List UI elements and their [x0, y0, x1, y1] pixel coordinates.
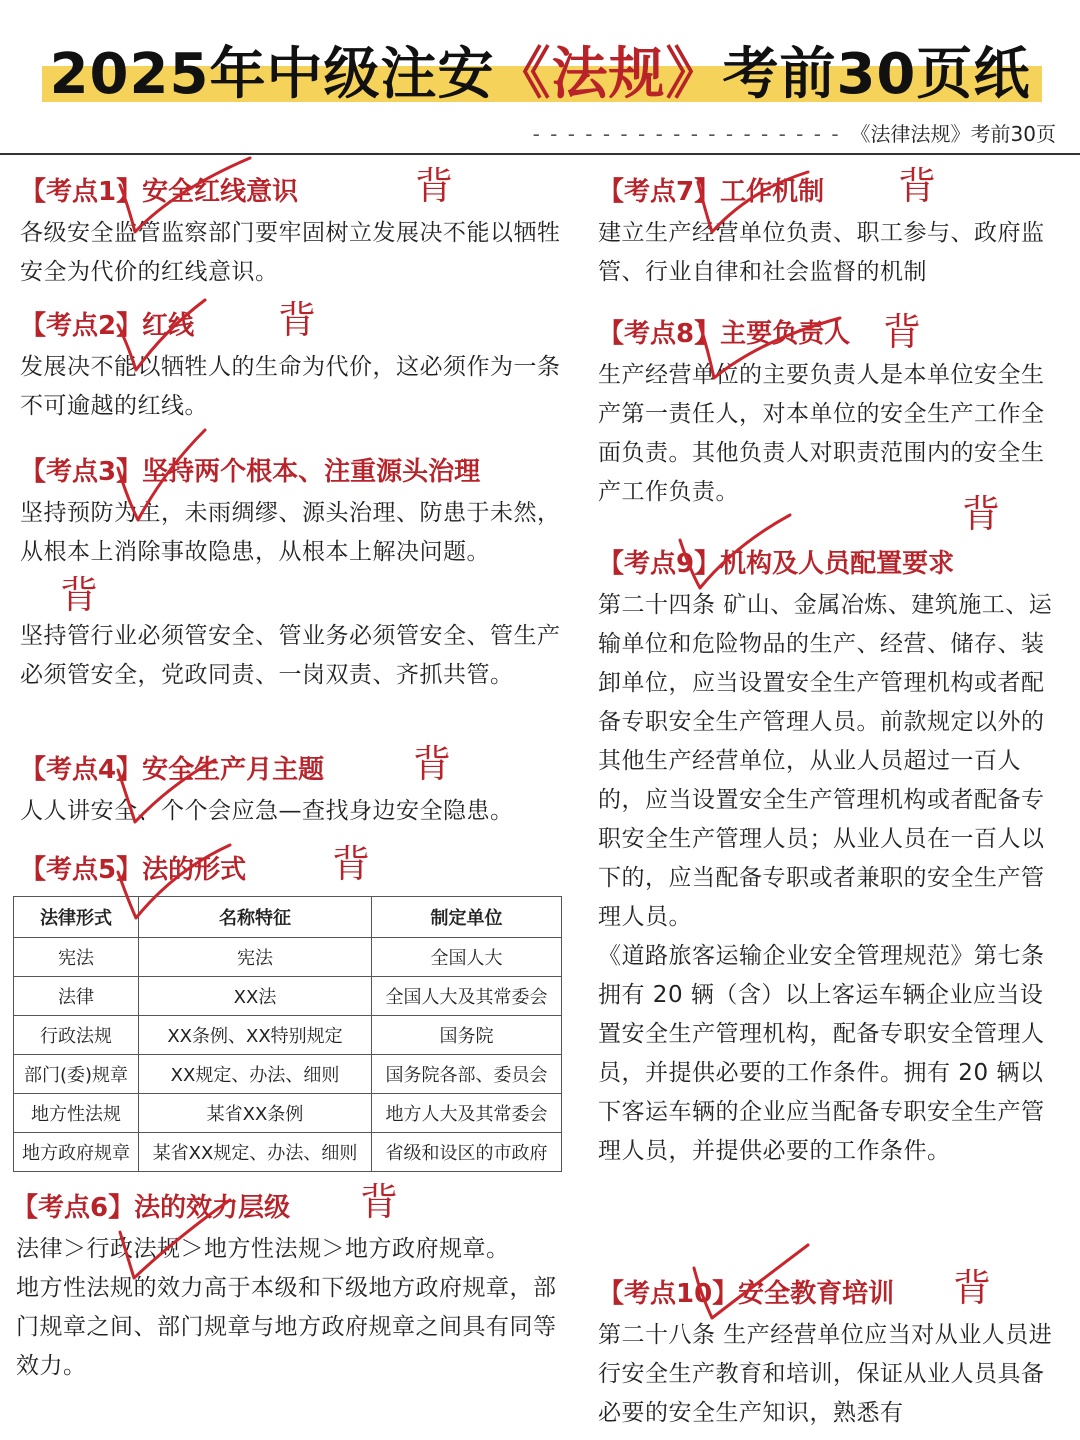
memorize-mark: 背 — [413, 742, 452, 786]
table-cell: 地方人大及其常委会 — [372, 1094, 562, 1133]
section-text: 第二十八条 生产经营单位应当对从业人员进行安全生产教育和培训，保证从业人员具备必要的安全生产知识，熟悉有 — [598, 1322, 1053, 1426]
section-text: 法律＞行政法规＞地方性法规＞地方政府规章。 地方性法规的效力高于本级和下级地方政府规章，部门规章之间、部门规章与地方政府规章之间具有同等效力。 — [16, 1236, 557, 1379]
table-cell: XX法 — [139, 977, 372, 1016]
memorize-mark: 背 — [332, 842, 371, 886]
left-column — [12, 164, 565, 1386]
law-forms-table — [13, 896, 562, 1172]
table-cell: 某省XX规定、办法、细则 — [139, 1133, 372, 1172]
memorize-mark: 背 — [953, 1266, 992, 1310]
memorize-mark: 背 — [278, 298, 317, 342]
section-text: 坚持预防为主，未雨绸缪、源头治理、防患于未然，从根本上消除事故隐患，从根本上解决问题。背 坚持管行业必须管安全、管业务必须管安全、管生产必须管安全，党政同责、一岗双责、齐抓共管。 — [20, 500, 561, 688]
table-cell: 国务院 — [372, 1016, 562, 1055]
table-cell: XX条例、XX特别规定 — [139, 1016, 372, 1055]
page-header — [0, 0, 1080, 112]
memorize-mark: 背 — [898, 164, 937, 208]
section-heading: 【考点9】机构及人员配置要求 — [598, 549, 955, 579]
table-cell: 法律 — [14, 977, 139, 1016]
section-1 — [20, 164, 565, 304]
header-divider — [0, 153, 1080, 155]
table-cell: 宪法 — [14, 938, 139, 977]
memorize-mark: 背 — [360, 1180, 399, 1224]
table-header-cell: 名称特征 — [139, 897, 372, 938]
section-heading: 【考点2】红线 背 — [20, 298, 317, 342]
section-10 — [598, 1266, 1060, 1433]
table-row — [14, 938, 562, 977]
table-row — [14, 1055, 562, 1094]
table-row — [14, 1133, 562, 1172]
table-cell: 宪法 — [139, 938, 372, 977]
section-heading: 【考点7】工作机制 背 — [598, 164, 937, 208]
section-text: 发展决不能以牺牲人的生命为代价，这必须作为一条不可逾越的红线。 — [20, 354, 561, 419]
right-column — [598, 164, 1060, 1433]
section-4 — [20, 742, 565, 848]
section-heading: 【考点4】安全生产月主题 背 — [20, 742, 452, 786]
table-row — [14, 977, 562, 1016]
memorize-mark: 背 — [961, 492, 1000, 536]
table-cell: 地方政府规章 — [14, 1133, 139, 1172]
section-heading: 【考点3】坚持两个根本、注重源头治理 — [20, 457, 481, 487]
section-5 — [20, 842, 565, 1172]
section-2 — [20, 298, 565, 450]
table-header-row — [14, 897, 562, 938]
table-row — [14, 1016, 562, 1055]
table-cell: 某省XX条例 — [139, 1094, 372, 1133]
table-cell: 部门(委)规章 — [14, 1055, 139, 1094]
table-cell: XX规定、办法、细则 — [139, 1055, 372, 1094]
section-text: 建立生产经营单位负责、职工参与、政府监管、行业自律和社会监督的机制 — [598, 220, 1045, 285]
subtitle: 《法律法规》考前30页 — [850, 122, 1056, 146]
section-heading: 【考点6】法的效力层级 背 — [12, 1180, 399, 1224]
table-cell: 省级和设区的市政府 — [372, 1133, 562, 1172]
section-heading: 【考点1】安全红线意识 背 — [20, 164, 454, 208]
section-heading: 【考点8】主要负责人 背 — [598, 310, 922, 354]
section-heading: 【考点10】安全教育培训 背 — [598, 1266, 992, 1310]
section-7 — [598, 164, 1060, 312]
table-cell: 全国人大及其常委会 — [372, 977, 562, 1016]
dash-divider: - - - - - - - - - - - - - - - - - - — [532, 122, 841, 146]
section-heading: 【考点5】法的形式 背 — [20, 842, 371, 886]
page-title: 2025年中级注安《法规》考前30页纸 — [49, 42, 1031, 107]
memorize-mark: 背 — [415, 164, 454, 208]
section-text: 第二十四条 矿山、金属冶炼、建筑施工、运输单位和危险物品的生产、经营、储存、装卸单位，应当设置安全生产管理机构或者配备专职安全生产管理人员。前款规定以外的其他生产经营单位，从业人员超过一百人的，应当设置安全生产管理机构或者配备专职安全生产管理人员；从业人员在一百人以下的，应当配备专职或者兼职的安全生产管理人员。 《道路旅客运输企业安全管理规范》第七条 拥有 20 辆（含）以上客运车辆企业应当设置安全生产管理机构，配备专职安全管理人员，并提供必要的工作条件。拥有 20 辆以下客运车辆的企业应当配备专职安全生产管理人员，并提供必要的工作条件。 — [598, 592, 1053, 1164]
section-8 — [598, 312, 1060, 542]
memorize-mark: 背 — [60, 573, 99, 617]
table-header-cell: 制定单位 — [372, 897, 562, 938]
table-cell: 地方性法规 — [14, 1094, 139, 1133]
section-text: 生产经营单位的主要负责人是本单位安全生产第一责任人，对本单位的安全生产工作全面负责。其他负责人对职责范围内的安全生产工作负责。 — [598, 362, 1045, 505]
section-9 — [598, 542, 1060, 1272]
section-6 — [12, 1180, 565, 1386]
section-text: 人人讲安全、个个会应急—查找身边安全隐患。 — [20, 798, 514, 824]
table-header-cell: 法律形式 — [14, 897, 139, 938]
section-3 — [20, 450, 565, 748]
section-text: 各级安全监管监察部门要牢固树立发展决不能以牺牲安全为代价的红线意识。 — [20, 220, 561, 285]
table-cell: 国务院各部、委员会 — [372, 1055, 562, 1094]
table-row — [14, 1094, 562, 1133]
subtitle-line — [533, 118, 1056, 147]
memorize-mark: 背 — [883, 310, 922, 354]
table-cell: 全国人大 — [372, 938, 562, 977]
table-cell: 行政法规 — [14, 1016, 139, 1055]
